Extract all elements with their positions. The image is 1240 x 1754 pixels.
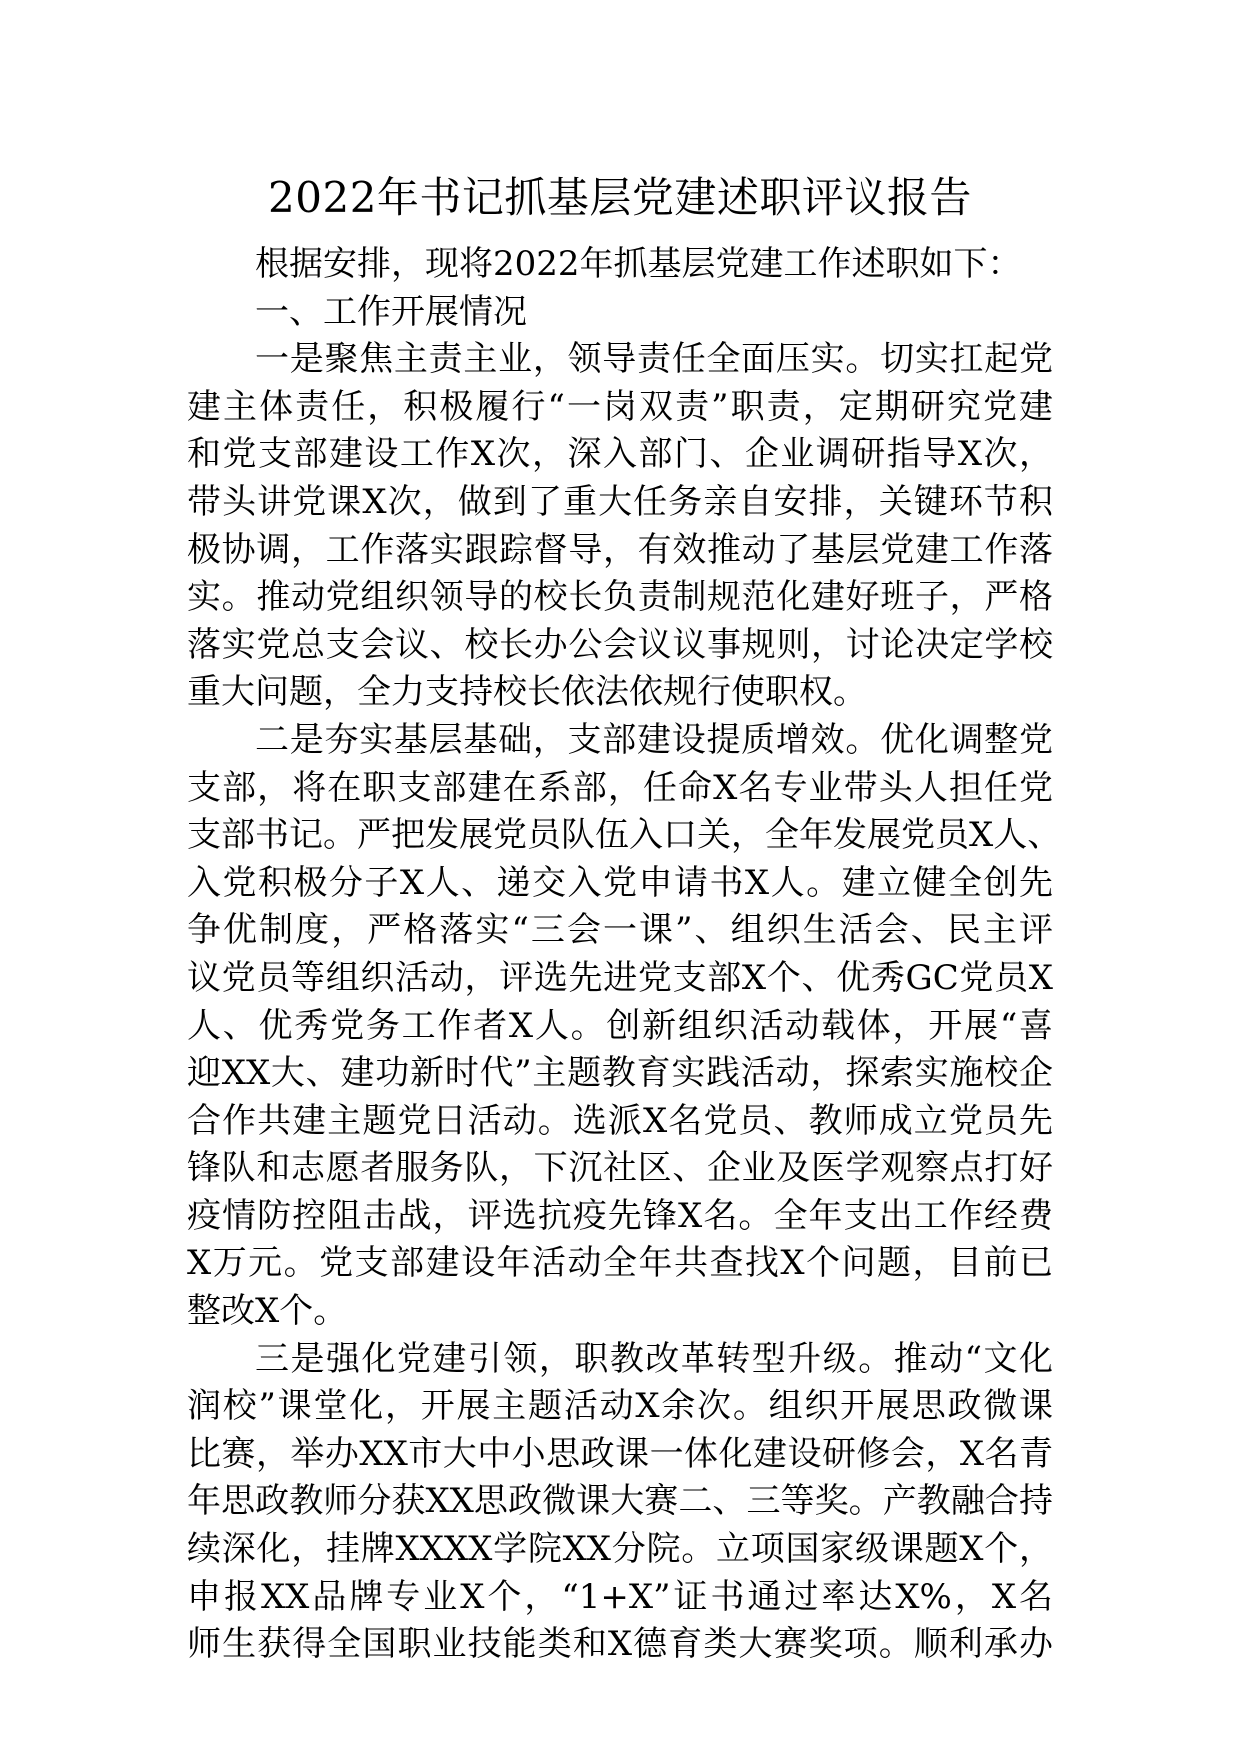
- paragraph-line: 一、工作开展情况: [255, 291, 527, 332]
- paragraph-line: 支部，将在职支部建在系部，任命X名专业带头人担任党: [187, 767, 1053, 808]
- paragraph-line: 迎XX大、建功新时代”主题教育实践活动，探索实施校企: [187, 1053, 1053, 1094]
- document-title: 2022年书记抓基层党建述职评议报告: [268, 173, 972, 222]
- paragraph-line: 一是聚焦主责主业，领导责任全面压实。切实扛起党: [255, 339, 1053, 380]
- paragraph-line: 落实党总支会议、校长办公会议议事规则，讨论决定学校: [187, 624, 1053, 665]
- paragraph-line: 建主体责任，积极履行“一岗双责”职责，定期研究党建: [187, 386, 1053, 427]
- paragraph-line: 支部书记。严把发展党员队伍入口关，全年发展党员X人、: [187, 815, 1062, 856]
- paragraph-line: 润校”课堂化，开展主题活动X余次。组织开展思政微课: [187, 1386, 1053, 1427]
- paragraph-line: 申报XX品牌专业X个，“1+X”证书通过率达X%，X名: [187, 1576, 1053, 1617]
- paragraph-line: 争优制度，严格落实“三会一课”、组织生活会、民主评: [187, 910, 1053, 951]
- paragraph-line: 整改X个。: [187, 1291, 348, 1332]
- paragraph-line: 师生获得全国职业技能类和X德育类大赛奖项。顺利承办: [187, 1624, 1053, 1665]
- paragraph-line: X万元。党支部建设年活动全年共查找X个问题，目前已: [187, 1243, 1053, 1284]
- paragraph-line: 极协调，工作落实跟踪督导，有效推动了基层党建工作落: [187, 529, 1053, 570]
- paragraph-line: 带头讲党课X次，做到了重大任务亲自安排，关键环节积: [187, 481, 1053, 522]
- paragraph-line: 合作共建主题党日活动。选派X名党员、教师成立党员先: [187, 1100, 1053, 1141]
- paragraph-line: 人、优秀党务工作者X人。创新组织活动载体，开展“喜: [187, 1005, 1053, 1046]
- paragraph-line: 续深化，挂牌XXXX学院XX分院。立项国家级课题X个，: [187, 1529, 1053, 1570]
- paragraph-line: 比赛，举办XX市大中小思政课一体化建设研修会，X名青: [187, 1433, 1053, 1474]
- paragraph-line: 年思政教师分获XX思政微课大赛二、三等奖。产教融合持: [187, 1481, 1053, 1522]
- paragraph-line: 疫情防控阻击战，评选抗疫先锋X名。全年支出工作经费: [187, 1195, 1053, 1236]
- paragraph-line: 二是夯实基层基础，支部建设提质增效。优化调整党: [255, 719, 1053, 760]
- paragraph-line: 入党积极分子X人、递交入党申请书X人。建立健全创先: [187, 862, 1053, 903]
- paragraph-line: 根据安排，现将2022年抓基层党建工作述职如下：: [255, 244, 1022, 284]
- paragraph-line: 重大问题，全力支持校长依法依规行使职权。: [187, 672, 867, 713]
- paragraph-line: 三是强化党建引领，职教改革转型升级。推动“文化: [255, 1338, 1053, 1379]
- paragraph-line: 议党员等组织活动，评选先进党支部X个、优秀GC党员X: [187, 957, 1053, 998]
- paragraph-line: 锋队和志愿者服务队，下沉社区、企业及医学观察点打好: [187, 1148, 1053, 1189]
- paragraph-line: 和党支部建设工作X次，深入部门、企业调研指导X次，: [187, 434, 1053, 475]
- paragraph-line: 实。推动党组织领导的校长负责制规范化建好班子，严格: [187, 577, 1053, 618]
- document-body: [187, 241, 1062, 1669]
